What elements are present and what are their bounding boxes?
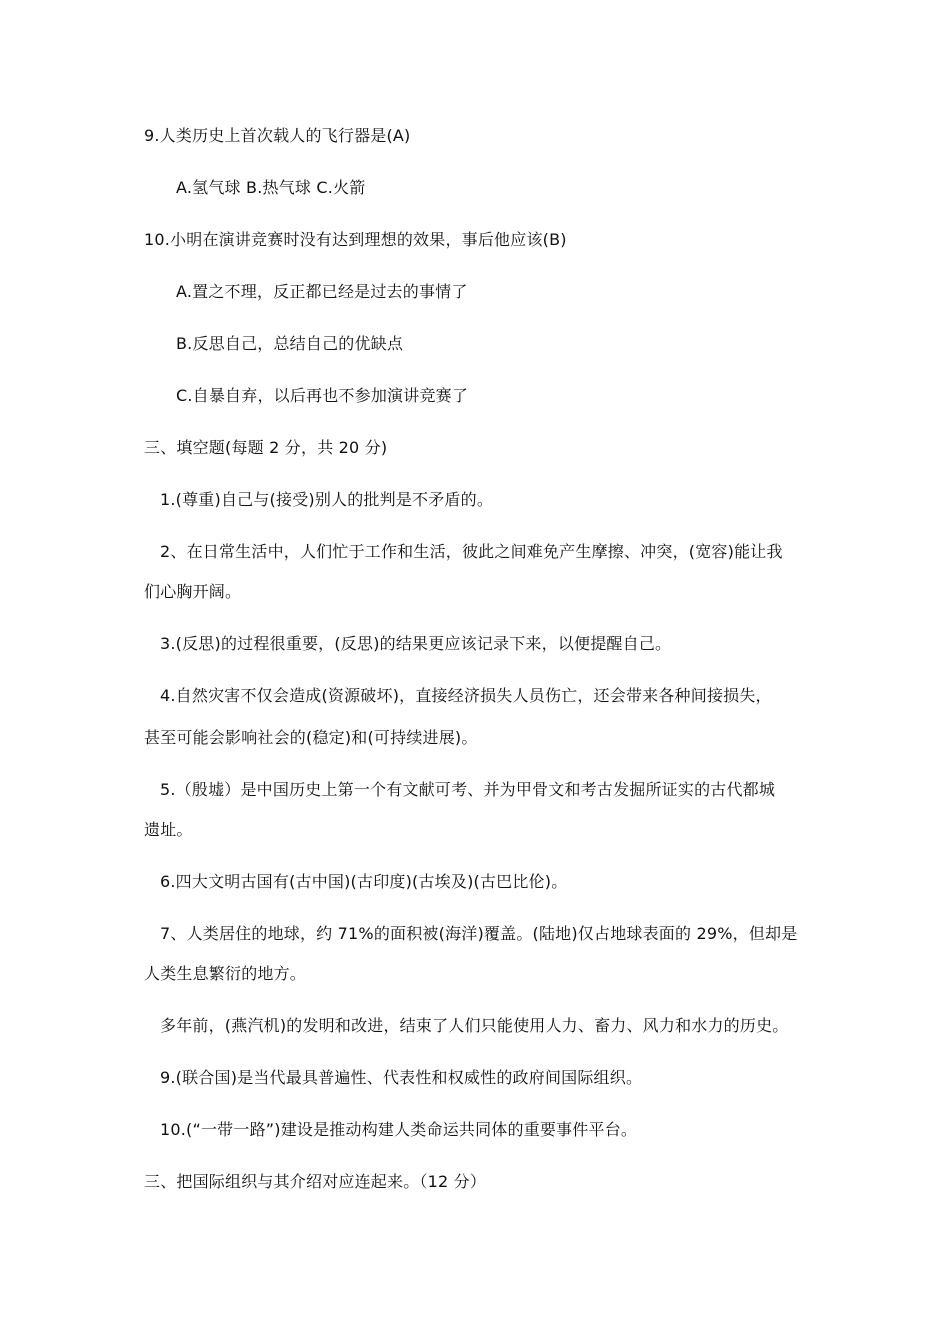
fill-blank-4-line-2: 甚至可能会影响社会的(稳定)和(可持续进展)。 (144, 728, 478, 747)
fill-blank-1: 1.(尊重)自己与(接受)别人的批判是不矛盾的。 (160, 490, 494, 509)
fill-blank-4-line-1: 4.自然灾害不仅会造成(资源破坏)，直接经济损失人员伤亡，还会带来各种间接损失， (160, 686, 772, 705)
question-10-option-a: A.置之不理，反正都已经是过去的事情了 (176, 282, 468, 301)
fill-blank-3: 3.(反思)的过程很重要，(反思)的结果更应该记录下来，以便提醒自己。 (160, 634, 672, 653)
fill-blank-6: 6.四大文明古国有(古中国)(古印度)(古埃及)(古巴比伦)。 (160, 872, 568, 891)
fill-blank-7-line-2: 人类生息繁衍的地方。 (144, 964, 307, 983)
section-heading-fill-blanks: 三、填空题(每题 2 分，共 20 分) (144, 438, 388, 457)
question-10: 10.小明在演讲竞赛时没有达到理想的效果，事后他应该(B) (144, 230, 567, 249)
fill-blank-5-line-2: 遗址。 (144, 820, 193, 839)
question-9: 9.人类历史上首次载人的飞行器是(A) (144, 126, 411, 145)
fill-blank-5-line-1: 5.（殷墟）是中国历史上第一个有文献可考、并为甲骨文和考古发掘所证实的古代都城 (160, 780, 776, 799)
fill-blank-2-line-1: 2、在日常生活中，人们忙于工作和生活，彼此之间难免产生摩擦、冲突，(宽容)能让我 (160, 542, 783, 561)
question-10-option-c: C.自暴自弃，以后再也不参加演讲竞赛了 (176, 386, 469, 405)
fill-blank-7-line-1: 7、人类居住的地球，约 71%的面积被(海洋)覆盖。(陆地)仅占地球表面的 29%，但却是 (160, 924, 798, 943)
fill-blank-9: 9.(联合国)是当代最具普遍性、代表性和权威性的政府间国际组织。 (160, 1068, 643, 1087)
fill-blank-10: 10.(“一带一路”)建设是推动构建人类命运共同体的重要事件平台。 (160, 1120, 638, 1139)
question-10-option-b: B.反思自己，总结自己的优缺点 (176, 334, 404, 353)
section-heading-matching: 三、把国际组织与其介绍对应连起来。（12 分） (144, 1172, 487, 1191)
fill-blank-8: 多年前，(燕汽机)的发明和改进，结束了人们只能使用人力、畜力、风力和水力的历史。 (160, 1016, 789, 1035)
fill-blank-2-line-2: 们心胸开阔。 (144, 582, 242, 601)
question-9-options: A.氢气球 B.热气球 C.火箭 (176, 178, 366, 197)
